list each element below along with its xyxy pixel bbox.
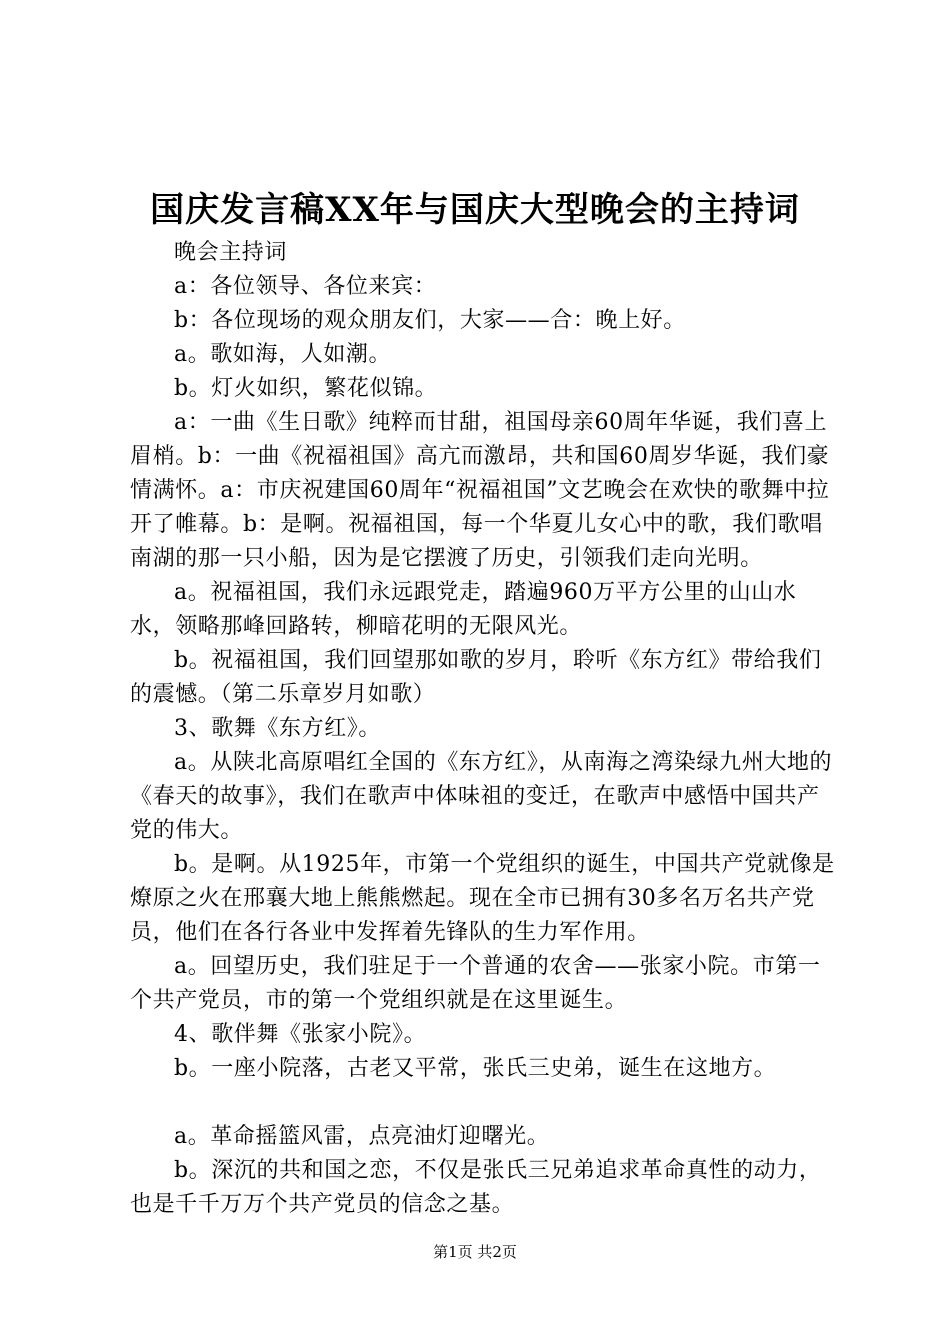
paragraph: b。灯火如织，繁花似锦。 (174, 376, 438, 401)
paragraph: b。是啊。从1925年，市第一个党组织的诞生，中国共产党就像是燎原之火在邢襄大地上熊熊燃起。现在全市已拥有30多名万名共产党员，他们在各行各业中发挥着先锋队的生力军作用。 (130, 852, 835, 945)
document-title: 国庆发言稿XX年与国庆大型晚会的主持词 (150, 190, 800, 230)
paragraph: 3、歌舞《东方红》。 (174, 716, 381, 741)
paragraph: a。回望历史，我们驻足于一个普通的农舍——张家小院。市第一个共产党员，市的第一个党组织就是在这里诞生。 (130, 954, 821, 1013)
paragraph: a。歌如海，人如潮。 (174, 342, 392, 367)
paragraph: a：各位领导、各位来宾： (174, 274, 437, 299)
paragraph: 4、歌伴舞《张家小院》。 (174, 1022, 427, 1047)
page-footer: 第1页 共2页 (433, 1243, 517, 1261)
document-body (130, 236, 835, 1222)
paragraph: b。祝福祖国，我们回望那如歌的岁月，聆听《东方红》带给我们的震憾。（第二乐章岁月如歌） (130, 648, 822, 707)
paragraph: a：一曲《生日歌》纯粹而甘甜，祖国母亲60周年华诞，我们喜上眉梢。b：一曲《祝福祖国》高亢而激昂，共和国60周岁华诞，我们豪情满怀。a：市庆祝建国60周年“祝福祖国”文艺晚会在欢快的歌舞中拉开了帷幕。b：是啊。祝福祖国，每一个华夏儿女心中的歌，我们歌唱南湖的那一只小船，因为是它摆渡了历史，引领我们走向光明。 (130, 410, 830, 571)
paragraph: a。革命摇篮风雷，点亮油灯迎曙光。 (174, 1124, 550, 1149)
paragraph: b：各位现场的观众朋友们，大家——合：晚上好。 (174, 308, 686, 333)
paragraph: b。一座小院落，古老又平常，张氏三史弟，诞生在这地方。 (174, 1056, 777, 1081)
paragraph: b。深沉的共和国之恋，不仅是张氏三兄弟追求革命真性的动力，也是千千万万个共产党员的信念之基。 (130, 1158, 822, 1217)
paragraph: a。祝福祖国，我们永远跟党走，踏遍960万平方公里的山山水水，领略那峰回路转，柳暗花明的无限风光。 (130, 580, 797, 639)
paragraph: 晚会主持词 (174, 240, 288, 265)
paragraph: a。从陕北高原唱红全国的《东方红》，从南海之湾染绿九州大地的《春天的故事》，我们在歌声中体味祖的变迁，在歌声中感悟中国共产党的伟大。 (130, 750, 833, 843)
